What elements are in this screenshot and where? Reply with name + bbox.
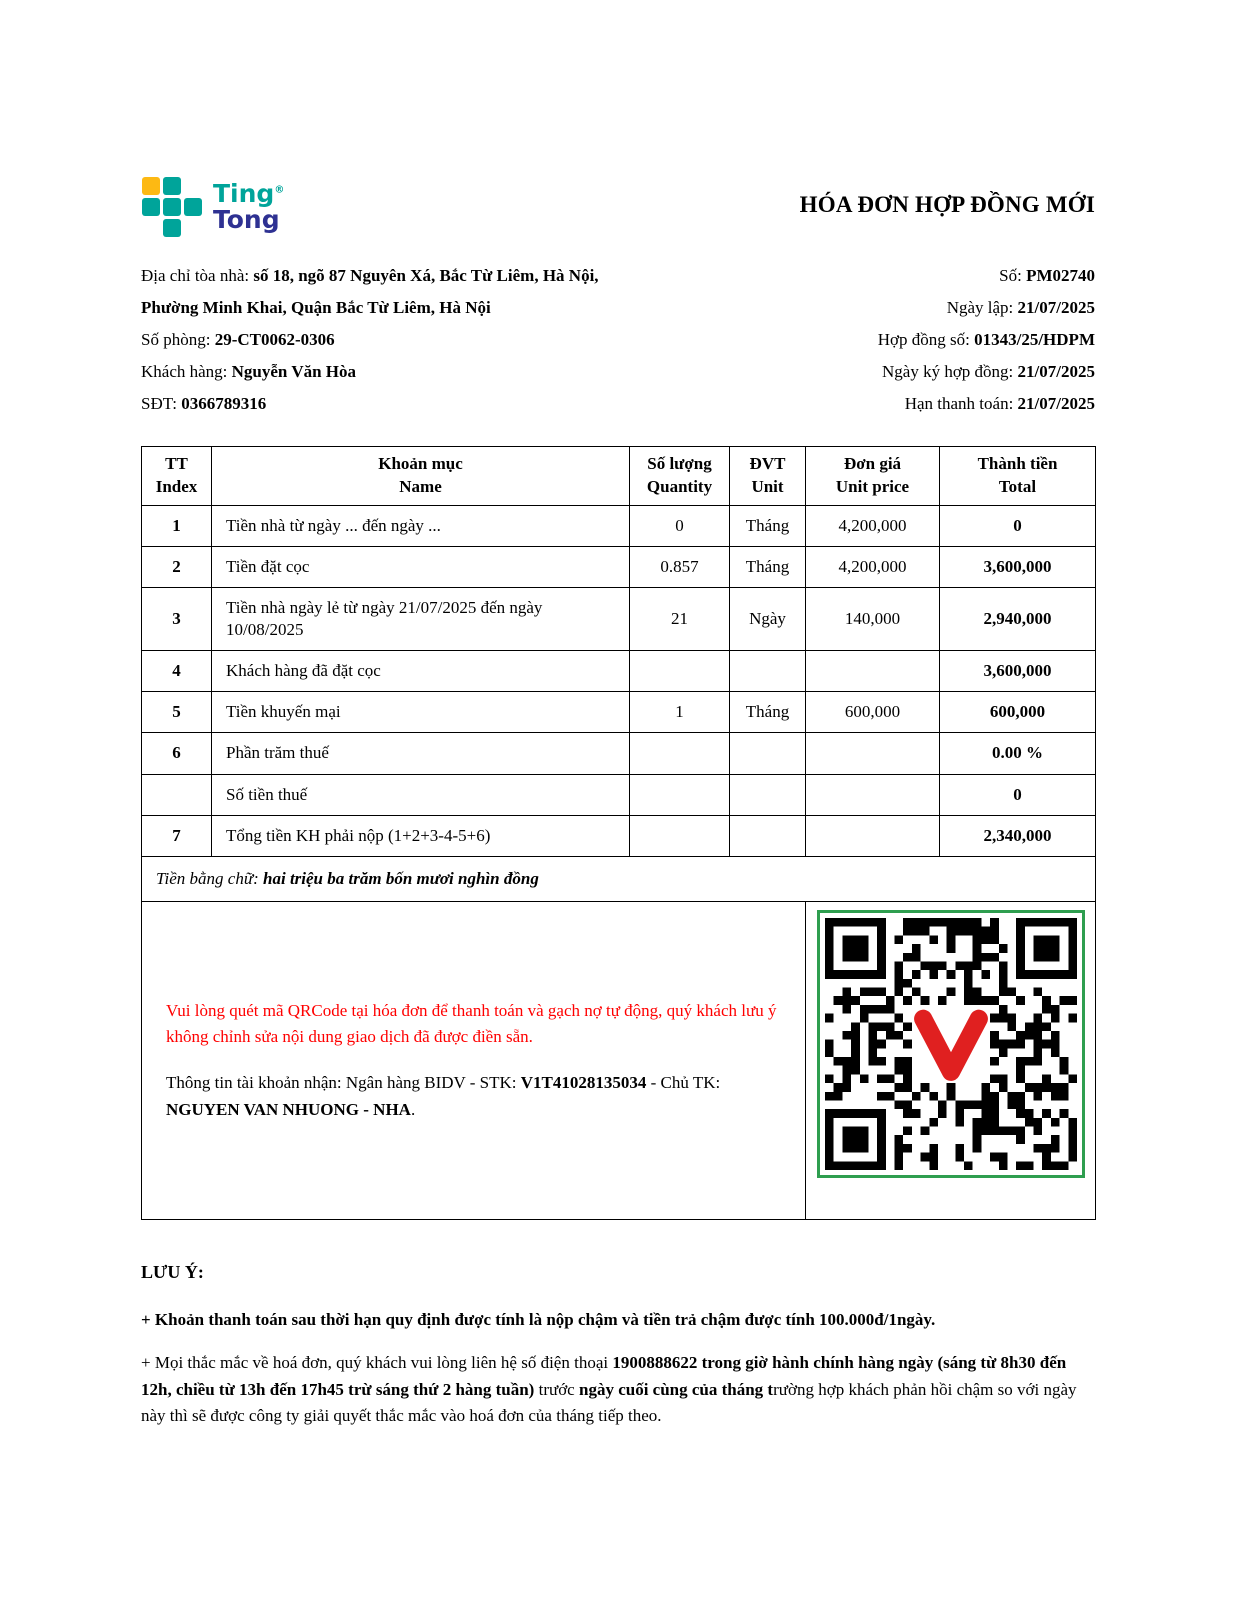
cell-index: 7 <box>142 815 212 856</box>
payment-instructions <box>142 901 806 1219</box>
cell-index: 6 <box>142 733 212 774</box>
cell-unit-price <box>806 733 940 774</box>
customer-info <box>141 260 599 420</box>
cell-unit: Ngày <box>730 588 806 651</box>
cell-quantity <box>630 774 730 815</box>
cell-quantity: 1 <box>630 692 730 733</box>
table-header-row <box>142 447 1096 506</box>
table-row <box>142 505 1096 546</box>
bank-account-info: Thông tin tài khoản nhận: Ngân hàng BIDV - STK: V1T41028135034 - Chủ TK: NGUYEN VAN NHUONG - NHA. <box>166 1073 721 1119</box>
qr-payment-warning: Vui lòng quét mã QRCode tại hóa đơn để thanh toán và gạch nợ tự động, quý khách lưu ý không chỉnh sửa nội dung giao dịch đã được điền sẵn. <box>166 1000 777 1046</box>
cell-unit <box>730 774 806 815</box>
col-header-quantity: Số lượng Quantity <box>630 447 730 506</box>
amount-in-words: Tiền bằng chữ: hai triệu ba trăm bốn mươi nghìn đồng <box>142 856 1096 901</box>
col-header-index: TT Index <box>142 447 212 506</box>
cell-name: Tiền đặt cọc <box>212 546 630 587</box>
cell-name: Tiền khuyến mại <box>212 692 630 733</box>
cell-total: 2,940,000 <box>940 588 1096 651</box>
hotline-note: + Mọi thắc mắc về hoá đơn, quý khách vui lòng liên hệ số điện thoại 1900888622 trong giờ hành chính hàng ngày (sáng từ 8h30 đến 12h, chiều từ 13h đến 17h45 trừ sáng thứ 2 hàng tuần) trước ngày cuối cùng của tháng trường hợp khách phản hồi chậm so với ngày này thì sẽ được công ty giải quyết thắc mắc vào hoá đơn của tháng tiếp theo. <box>141 1353 1077 1425</box>
cell-unit <box>730 815 806 856</box>
cell-index: 2 <box>142 546 212 587</box>
cell-total: 0.00 % <box>940 733 1096 774</box>
cell-quantity: 0.857 <box>630 546 730 587</box>
logo-line-ting: Ting® <box>213 178 285 208</box>
logo-wordmark <box>213 178 285 234</box>
building-address-line2: Phường Minh Khai, Quận Bắc Từ Liêm, Hà Nội <box>141 298 491 317</box>
late-payment-note: + Khoản thanh toán sau thời hạn quy định được tính là nộp chậm và tiền trả chậm được tính 100.000đ/1ngày. <box>141 1309 936 1329</box>
cell-quantity <box>630 733 730 774</box>
cell-name: Khách hàng đã đặt cọc <box>212 651 630 692</box>
cell-index: 5 <box>142 692 212 733</box>
cell-total: 0 <box>940 774 1096 815</box>
cell-name: Tiền nhà ngày lẻ từ ngày 21/07/2025 đến ngày 10/08/2025 <box>212 588 630 651</box>
cell-total: 3,600,000 <box>940 546 1096 587</box>
cell-unit: Tháng <box>730 505 806 546</box>
cell-quantity: 21 <box>630 588 730 651</box>
qr-frame <box>817 910 1085 1178</box>
cell-unit-price <box>806 651 940 692</box>
cell-total: 0 <box>940 505 1096 546</box>
cell-index: 3 <box>142 588 212 651</box>
invoice-table <box>141 446 1096 1220</box>
cell-name: Tổng tiền KH phải nộp (1+2+3-4-5+6) <box>212 815 630 856</box>
logo-line-tong: Tong <box>213 205 280 234</box>
table-row <box>142 815 1096 856</box>
page-title: HÓA ĐƠN HỢP ĐỒNG MỚI <box>799 192 1095 217</box>
cell-unit-price: 600,000 <box>806 692 940 733</box>
cell-unit: Tháng <box>730 546 806 587</box>
issue-date: Ngày lập: 21/07/2025 <box>946 298 1095 317</box>
tingtong-logo <box>141 176 284 238</box>
registered-mark: ® <box>274 184 285 196</box>
contract-number: Hợp đồng số: 01343/25/HDPM <box>877 330 1095 349</box>
cell-index <box>142 774 212 815</box>
cell-quantity <box>630 651 730 692</box>
cell-unit-price <box>806 815 940 856</box>
cell-index: 4 <box>142 651 212 692</box>
building-address-line1: Địa chỉ tòa nhà: số 18, ngõ 87 Nguyên Xá, Bắc Từ Liêm, Hà Nội, <box>141 266 599 285</box>
payment-row <box>142 901 1096 1219</box>
cell-total: 3,600,000 <box>940 651 1096 692</box>
cell-unit-price <box>806 774 940 815</box>
col-header-unit-price: Đơn giá Unit price <box>806 447 940 506</box>
cell-unit-price: 140,000 <box>806 588 940 651</box>
qr-code <box>825 918 1077 1170</box>
customer-name: Khách hàng: Nguyễn Văn Hòa <box>141 362 357 381</box>
cell-name: Tiền nhà từ ngày ... đến ngày ... <box>212 505 630 546</box>
invoice-number: Số: PM02740 <box>999 266 1095 285</box>
cell-total: 600,000 <box>940 692 1096 733</box>
cell-unit <box>730 651 806 692</box>
tingtong-plus-icon <box>141 176 203 238</box>
invoice-page <box>141 0 1095 1429</box>
footer-notes <box>141 1262 1095 1430</box>
cell-unit-price: 4,200,000 <box>806 546 940 587</box>
cell-unit <box>730 733 806 774</box>
room-number: Số phòng: 29-CT0062-0306 <box>141 330 335 349</box>
col-header-unit: ĐVT Unit <box>730 447 806 506</box>
invoice-info <box>141 260 1095 420</box>
payment-due-date: Hạn thanh toán: 21/07/2025 <box>904 394 1095 413</box>
qr-cell <box>806 901 1096 1219</box>
table-row <box>142 651 1096 692</box>
invoice-meta <box>878 260 1095 420</box>
customer-phone: SĐT: 0366789316 <box>141 394 267 413</box>
notes-heading: LƯU Ý: <box>141 1261 204 1282</box>
amount-in-words-row <box>142 856 1096 901</box>
cell-quantity: 0 <box>630 505 730 546</box>
table-row <box>142 692 1096 733</box>
header <box>141 176 1095 238</box>
cell-total: 2,340,000 <box>940 815 1096 856</box>
cell-unit: Tháng <box>730 692 806 733</box>
cell-index: 1 <box>142 505 212 546</box>
cell-name: Số tiền thuế <box>212 774 630 815</box>
cell-name: Phần trăm thuế <box>212 733 630 774</box>
table-row <box>142 733 1096 774</box>
table-row <box>142 588 1096 651</box>
cell-quantity <box>630 815 730 856</box>
col-header-total: Thành tiền Total <box>940 447 1096 506</box>
table-row <box>142 546 1096 587</box>
col-header-name: Khoản mục Name <box>212 447 630 506</box>
table-row <box>142 774 1096 815</box>
contract-sign-date: Ngày ký hợp đồng: 21/07/2025 <box>882 362 1095 381</box>
cell-unit-price: 4,200,000 <box>806 505 940 546</box>
